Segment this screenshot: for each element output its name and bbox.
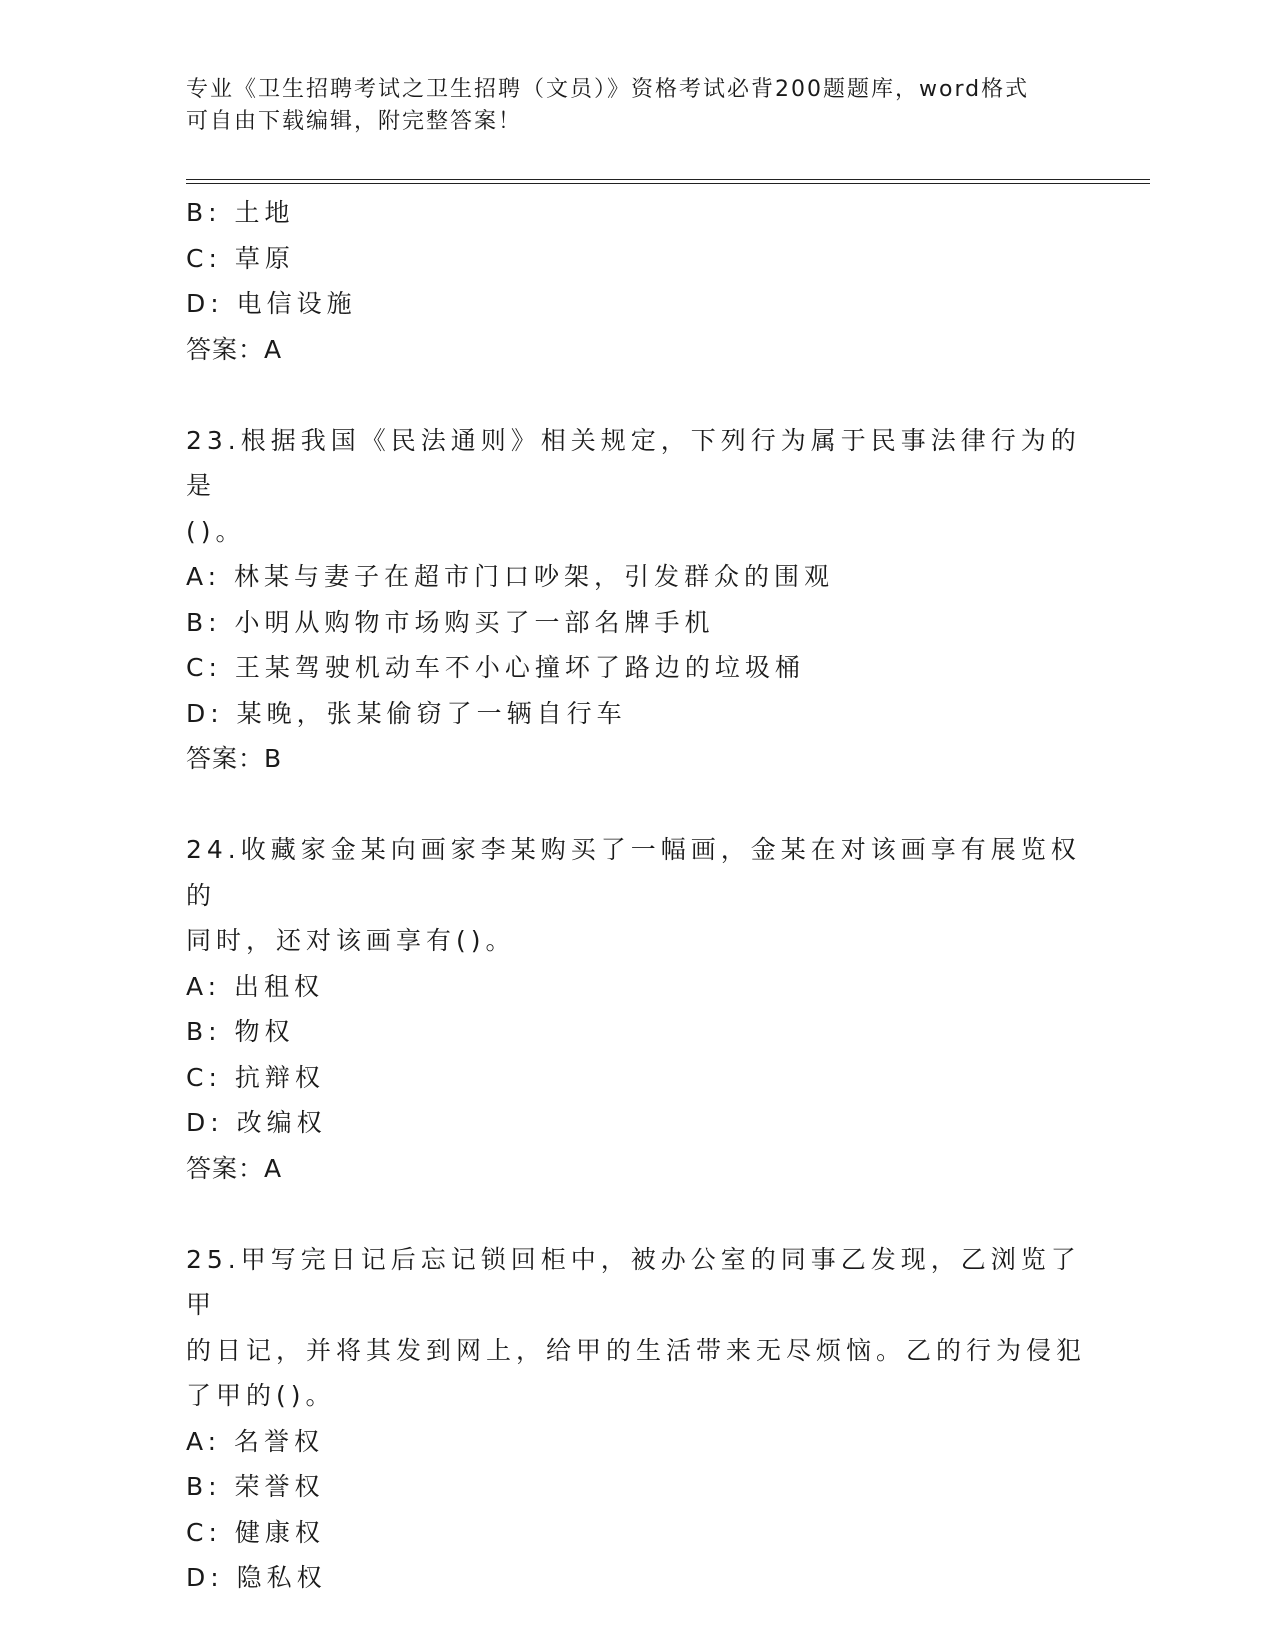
question-25 (186, 1237, 1086, 1601)
document-body (186, 190, 1086, 1601)
question-22-tail (186, 190, 1086, 372)
question-stem: 23.根据我国《民法通则》相关规定，下列行为属于民事法律行为的是 (186, 425, 1081, 500)
option-c: C: 草原 (186, 243, 295, 273)
option-a: A: 名誉权 (186, 1426, 325, 1456)
option-c: C: 王某驾驶机动车不小心撞坏了路边的垃圾桶 (186, 653, 805, 682)
option-b: B: 物权 (186, 1017, 295, 1046)
spacer (186, 1191, 1086, 1237)
document-header (186, 74, 1066, 138)
question-24 (186, 827, 1086, 1191)
question-stem: 同时，还对该画享有()。 (186, 926, 516, 955)
header-divider-top (186, 179, 1150, 180)
answer-line: 答案：A (186, 1153, 283, 1183)
question-23 (186, 418, 1086, 782)
option-c: C: 抗辩权 (186, 1062, 325, 1092)
spacer (186, 782, 1086, 828)
question-stem: 了甲的()。 (186, 1381, 336, 1410)
question-stem: ()。 (186, 516, 246, 546)
header-line-1: 专业《卫生招聘考试之卫生招聘（文员）》资格考试必背200题题库，word格式 (186, 77, 1030, 102)
option-d: D: 隐私权 (186, 1563, 327, 1592)
option-b: B: 小明从购物市场购买了一部名牌手机 (186, 607, 715, 637)
option-a: A: 出租权 (186, 971, 325, 1001)
option-c: C: 健康权 (186, 1517, 325, 1547)
answer-line: 答案：B (186, 744, 283, 773)
option-d: D: 改编权 (186, 1108, 327, 1137)
question-stem: 24.收藏家金某向画家李某购买了一幅画，金某在对该画享有展览权的 (186, 835, 1081, 910)
option-b: B: 土地 (186, 198, 295, 227)
spacer (186, 372, 1086, 418)
option-d: D: 某晚，张某偷窃了一辆自行车 (186, 698, 627, 728)
option-a: A: 林某与妻子在超市门口吵架，引发群众的围观 (186, 562, 835, 591)
header-line-2: 可自由下载编辑，附完整答案！ (186, 109, 523, 134)
option-b: B: 荣誉权 (186, 1472, 325, 1501)
question-stem: 的日记，并将其发到网上，给甲的生活带来无尽烦恼。乙的行为侵犯 (186, 1335, 1087, 1365)
answer-line: 答案：A (186, 334, 283, 364)
option-d: D: 电信设施 (186, 289, 357, 318)
question-stem: 25.甲写完日记后忘记锁回柜中，被办公室的同事乙发现，乙浏览了甲 (186, 1244, 1081, 1319)
header-divider-bottom (186, 183, 1150, 184)
